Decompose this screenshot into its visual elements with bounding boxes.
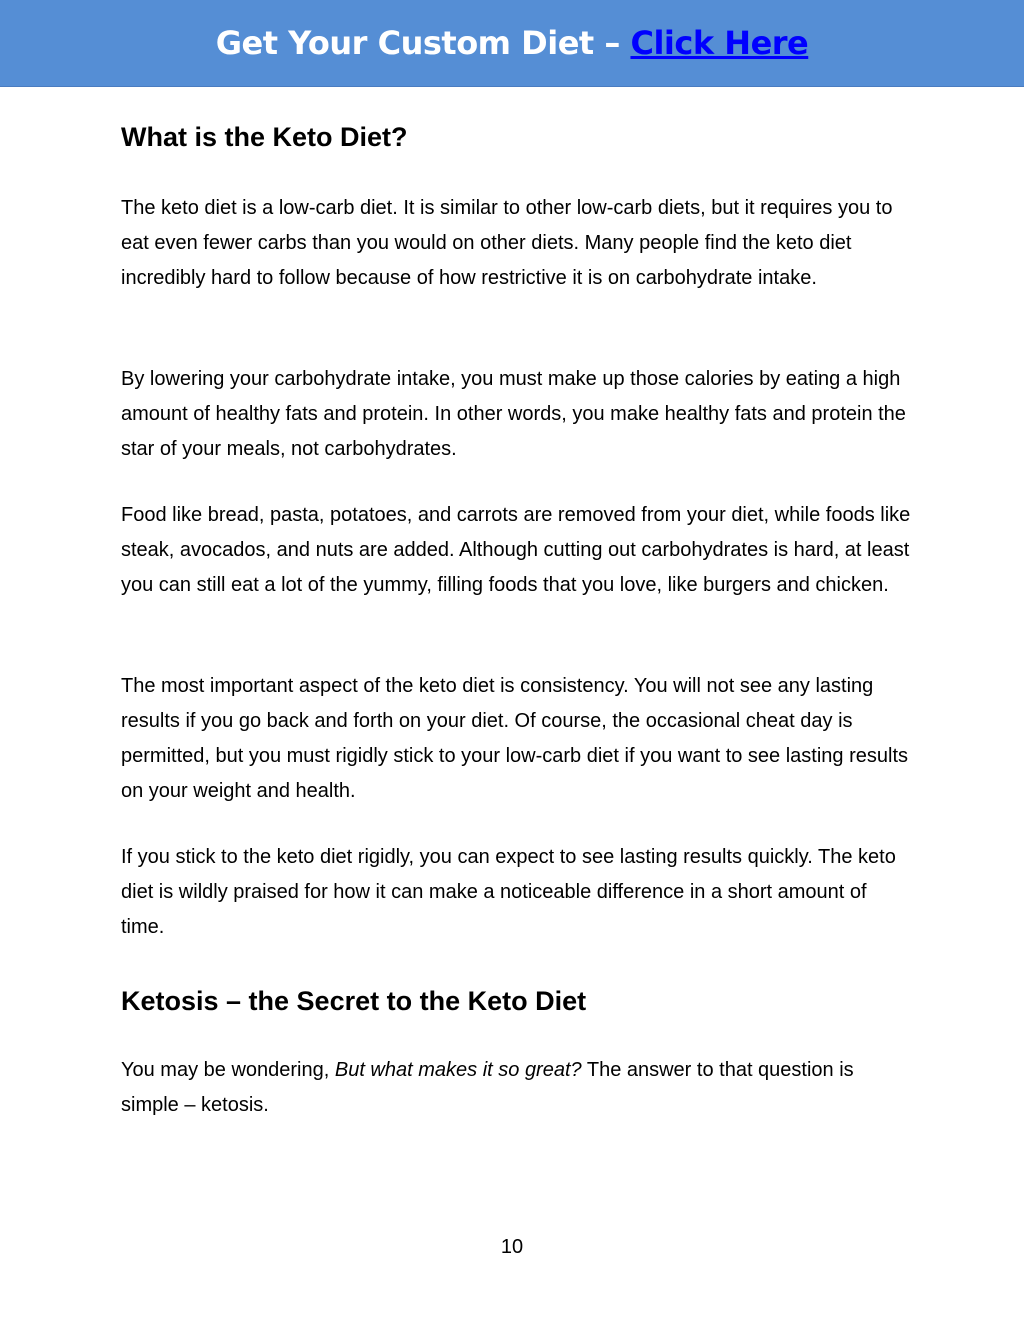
paragraph-3: Food like bread, pasta, potatoes, and carrots are removed from your diet, while foods like steak, avocados, and nuts are added. Although cutting out carbohydrates is hard, at least you can still eat a lot of the yummy, filling foods that you love, like burgers and chicken.	[121, 504, 911, 596]
paragraph-2: By lowering your carbohydrate intake, you must make up those calories by eating a high amount of healthy fats and protein. In other words, you make healthy fats and protein the star of your meals, not carbohydrates.	[121, 368, 906, 460]
paragraph-5: If you stick to the keto diet rigidly, you can expect to see lasting results quickly. The keto diet is wildly praised for how it can make a noticeable difference in a short amount of time.	[121, 846, 896, 938]
banner-prefix: Get Your Custom Diet –	[215, 24, 631, 62]
promo-banner	[0, 0, 1024, 87]
section-heading-keto-diet: What is the Keto Diet?	[121, 122, 408, 152]
section-heading-ketosis: Ketosis – the Secret to the Keto Diet	[121, 986, 587, 1016]
paragraph-4: The most important aspect of the keto diet is consistency. You will not see any lasting results if you go back and forth on your diet. Of course, the occasional cheat day is permitted, but you must rigidly stick to your low-carb diet if you want to see lasting results on your weight and health.	[121, 675, 909, 802]
banner-text	[216, 24, 809, 62]
intro-end: The answer to that question is simple – ketosis.	[121, 1059, 854, 1116]
intro-start: You may be wondering,	[121, 1059, 335, 1081]
paragraph-1: The keto diet is a low-carb diet. It is similar to other low-carb diets, but it requires you to eat even fewer carbs than you would on other diets. Many people find the keto diet incredibly hard to follow because of how restrictive it is on carbohydrate intake.	[121, 197, 893, 289]
paragraph-ketosis-intro	[121, 1053, 911, 1123]
intro-italic: But what makes it so great?	[334, 1059, 582, 1081]
click-here-link[interactable]: Click Here	[630, 24, 809, 62]
page-number: 10	[500, 1236, 524, 1258]
